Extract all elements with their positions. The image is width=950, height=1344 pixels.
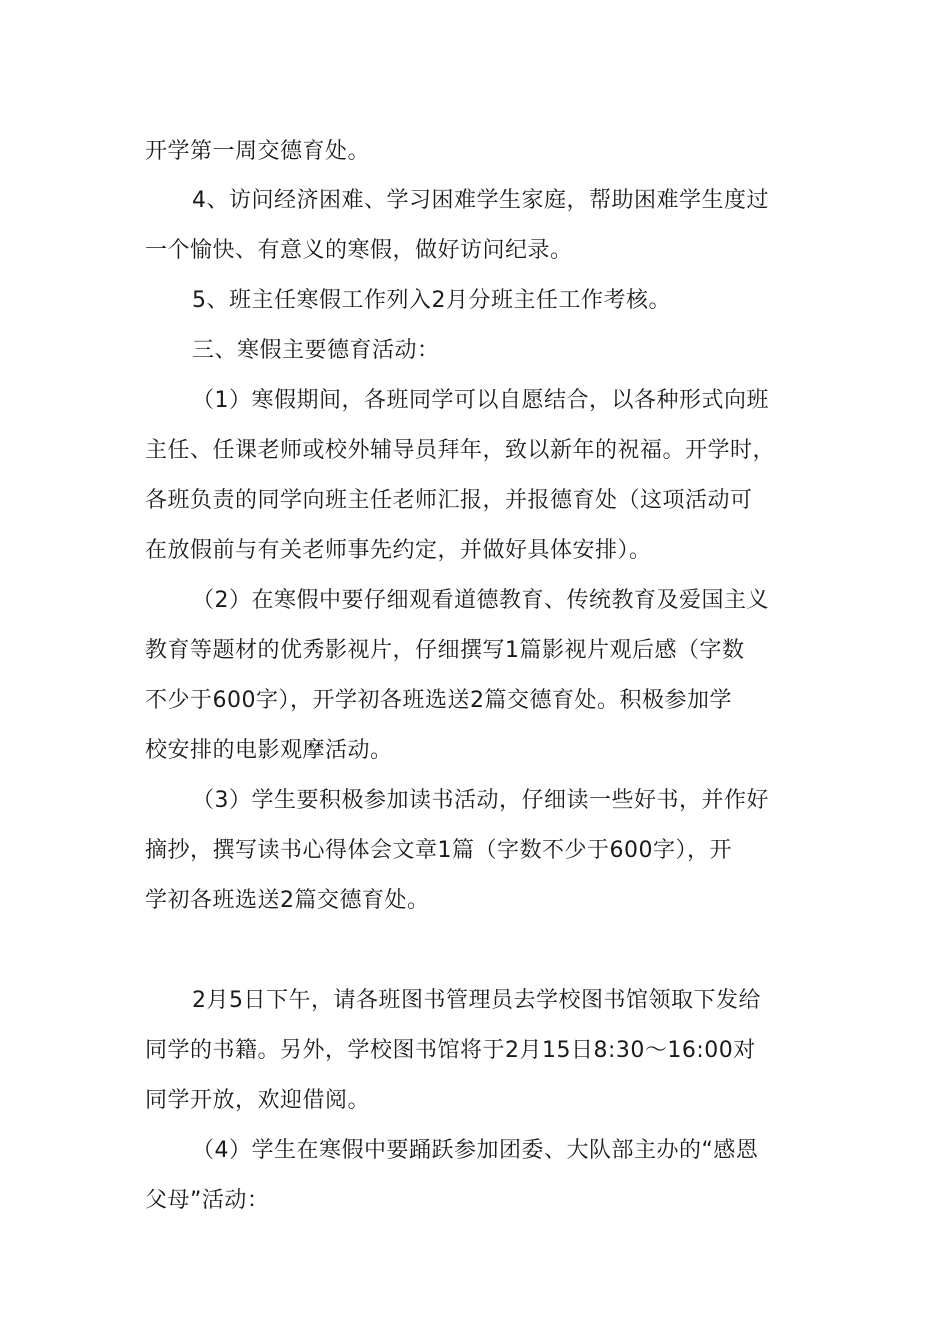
text-line: （3）学生要积极参加读书活动，仔细读一些好书，并作好 [192,788,769,813]
text-line: 各班负责的同学向班主任老师汇报，并报德育处（这项活动可 [145,488,753,513]
text-line: 5、班主任寒假工作列入2月分班主任工作考核。 [192,288,671,313]
text-line: 主任、任课老师或校外辅导员拜年，致以新年的祝福。开学时， [145,438,776,463]
text-line: 在放假前与有关老师事先约定，并做好具体安排）。 [145,538,652,563]
text-line: 2月5日下午，请各班图书管理员去学校图书馆领取下发给 [192,988,761,1013]
text-line: （4）学生在寒假中要踊跃参加团委、大队部主办的“感恩 [192,1138,759,1163]
text-line: 一个愉快、有意义的寒假，做好访问纪录。 [145,238,573,263]
text-line: （1）寒假期间，各班同学可以自愿结合，以各种形式向班 [192,388,769,413]
text-line: 4、访问经济困难、学习困难学生家庭，帮助困难学生度过 [192,188,769,213]
text-line: （2）在寒假中要仔细观看道德教育、传统教育及爱国主义 [192,588,769,613]
text-line: 同学的书籍。另外，学校图书馆将于2月15日8:30～16:00对 [145,1038,756,1063]
text-line: 不少于600字），开学初各班选送2篇交德育处。积极参加学 [145,688,732,713]
text-line: 校安排的电影观摩活动。 [145,738,393,763]
text-line: 开学第一周交德育处。 [145,139,371,164]
text-line: 同学开放，欢迎借阅。 [145,1088,371,1113]
text-line: 父母”活动： [145,1188,270,1213]
text-line: 教育等题材的优秀影视片，仔细撰写1篇影视片观后感（字数 [145,638,745,663]
section-heading: 三、寒假主要德育活动： [192,338,440,363]
text-line: 学初各班选送2篇交德育处。 [145,888,430,913]
text-line: 摘抄，撰写读书心得体会文章1篇（字数不少于600字），开 [145,838,732,863]
